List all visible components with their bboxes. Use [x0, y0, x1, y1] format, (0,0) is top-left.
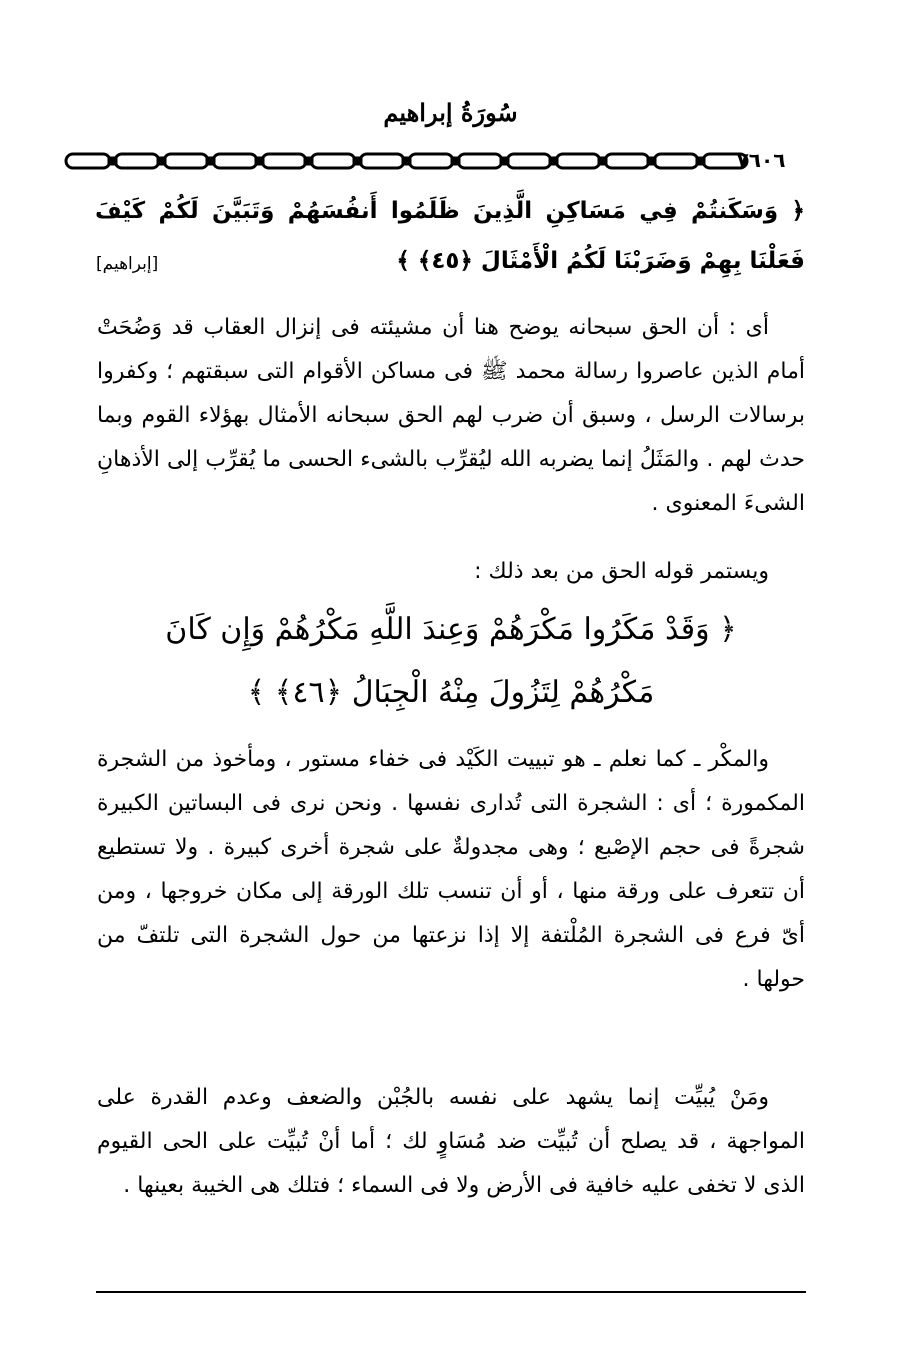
ornament-link [409, 154, 453, 168]
commentary-paragraph: أى : أن الحق سبحانه يوضح هنا أن مشيئته فى إنزال العقاب قد وَضُحَتْ أمام الذين عاصروا رسالة محمد ﷺ فى مساكن الأقوام التى سبقتهم ؛ وكفروا برسالات الرسل ، وسبق أن ضرب لهم الحق سبحانه الأمثال بهؤلاء القوم وبما حدث لهم . والمَثَلُ إنما يضربه الله ليُقرِّب بالشىء الحسى ما يُقرِّب إلى الأذهانِ الشىءَ المعنوى . [97, 315, 805, 516]
surah-title: سُورَةُ إبراهيم [383, 98, 518, 127]
ornament-link [164, 154, 208, 168]
ornament-link [556, 154, 600, 168]
ornament-link [605, 154, 649, 168]
quran-verse-45: ﴿ وَسَكَنتُمْ فِي مَسَاكِنِ الَّذِينَ ظَلَمُوا أَنفُسَهُمْ وَتَبَيَّنَ لَكُمْ كَيْفَ فَعَلْنَا بِهِمْ وَضَرَبْنَا لَكُمُ الْأَمْثَالَ ﴿٤٥﴾ ﴾ [95, 198, 805, 274]
commentary-paragraph: ومَنْ يُبيِّت إنما يشهد على نفسه بالجُبْن والضعف وعدم القدرة على المواجهة ، قد يصلح أن تُبيِّت ضد مُسَاوٍ لك ؛ أما أنْ تُبيِّت على الحى القيوم الذى لا تخفى عليه خافية فى الأرض ولا فى السماء ؛ فتلك هى الخيبة بعينها . [97, 1085, 805, 1198]
ornament-link [458, 154, 502, 168]
ornament-link [115, 154, 159, 168]
page-number: ٧٦٠٦ [736, 148, 786, 172]
ornament-divider [62, 150, 802, 172]
ornament-link [213, 154, 257, 168]
ornament-link [507, 154, 551, 168]
ornament-link [360, 154, 404, 168]
quran-verse-46-line-1: ﴿ وَقَدْ مَكَرُوا مَكْرَهُمْ وَعِندَ اللَّهِ مَكْرُهُمْ وَإِن كَانَ [165, 612, 737, 647]
transition-line: ويستمر قوله الحق من بعد ذلك : [474, 559, 769, 584]
commentary-paragraph: والمكْر ـ كما نعلم ـ هو تبييت الكَيْد فى خفاء مستور ، ومأخوذ من الشجرة المكمورة ؛ أى : الشجرة التى تُدارى نفسها . ونحن نرى فى البساتين الكبيرة شجرةً فى حجم الإصْبع ؛ وهى مجدولةٌ على شجرة أخرى كبيرة . ولا تستطيع أن تتعرف على ورقة منها ، أو أن تنسب تلك الورقة إلى مكان خروجها ، ومن أىّ فرع فى الشجرة المُلْتفة إلا إذا نزعتها من حول الشجرة التى تلتفّ من حولها . [97, 747, 805, 992]
bottom-rule [96, 1291, 806, 1293]
ornament-link [66, 154, 110, 168]
quran-verse-46-line-2: مَكْرُهُمْ لِتَزُولَ مِنْهُ الْجِبَالُ ﴿٤٦﴾ ﴾ [247, 675, 655, 710]
ornament-link [654, 154, 698, 168]
ornament-link [262, 154, 306, 168]
verse-reference: [إبراهيم] [96, 254, 159, 274]
ornament-link [311, 154, 355, 168]
